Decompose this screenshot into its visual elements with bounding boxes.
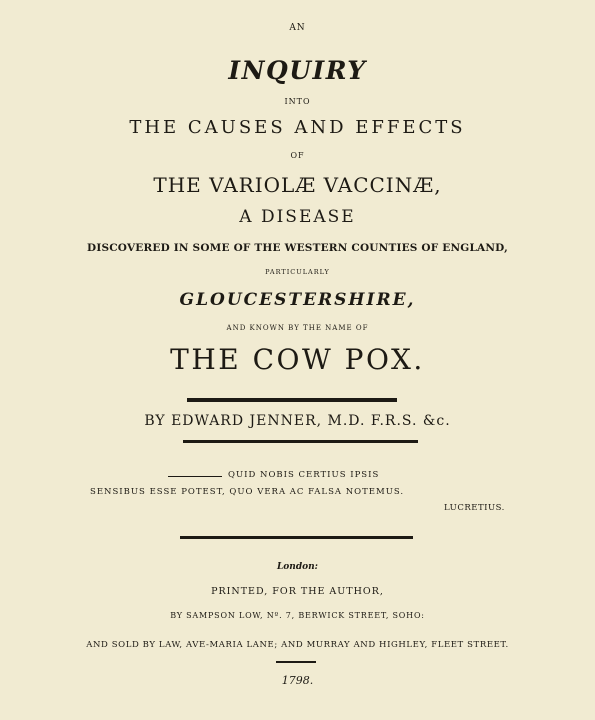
- imprint-city: London:: [276, 562, 319, 572]
- county-name: GLOUCESTERSHIRE,: [179, 290, 416, 310]
- imprint-printed: PRINTED, FOR THE AUTHOR,: [211, 586, 384, 597]
- known-by-name: AND KNOWN BY THE NAME OF: [226, 324, 369, 332]
- article-an: AN: [289, 23, 306, 33]
- word-of: OF: [290, 151, 305, 160]
- imprint-sold: AND SOLD BY LAW, AVE-MARIA LANE; AND MURRAY AND HIGHLEY, FLEET STREET.: [86, 640, 509, 650]
- subtitle-variolae: THE VARIOLÆ VACCINÆ,: [153, 173, 442, 197]
- main-title: INQUIRY: [228, 56, 367, 85]
- word-particularly: PARTICULARLY: [265, 268, 330, 276]
- publication-year: 1798.: [281, 674, 314, 687]
- word-into: INTO: [284, 97, 311, 106]
- subtitle-disease: A DISEASE: [239, 207, 356, 227]
- ornament-rule: [276, 661, 316, 663]
- motto-line-2: SENSIBUS ESSE POTEST, QUO VERA AC FALSA NOTEMUS.: [90, 487, 405, 497]
- motto-line-1: QUID NOBIS CERTIUS IPSIS: [228, 470, 380, 480]
- motto-attribution: LUCRETIUS.: [444, 503, 505, 513]
- motto-dash: [168, 476, 222, 477]
- divider-rule: [183, 440, 418, 443]
- divider-rule: [180, 536, 413, 539]
- disease-name: THE COW POX.: [170, 343, 425, 376]
- divider-rule: [187, 398, 397, 402]
- imprint-printer: BY SAMPSON LOW, Nº. 7, BERWICK STREET, SOHO:: [170, 611, 425, 620]
- subtitle-discovered: DISCOVERED IN SOME OF THE WESTERN COUNTIES OF ENGLAND,: [87, 242, 508, 254]
- subtitle-causes: THE CAUSES AND EFFECTS: [129, 117, 466, 138]
- author-line: BY EDWARD JENNER, M.D. F.R.S. &c.: [144, 413, 451, 429]
